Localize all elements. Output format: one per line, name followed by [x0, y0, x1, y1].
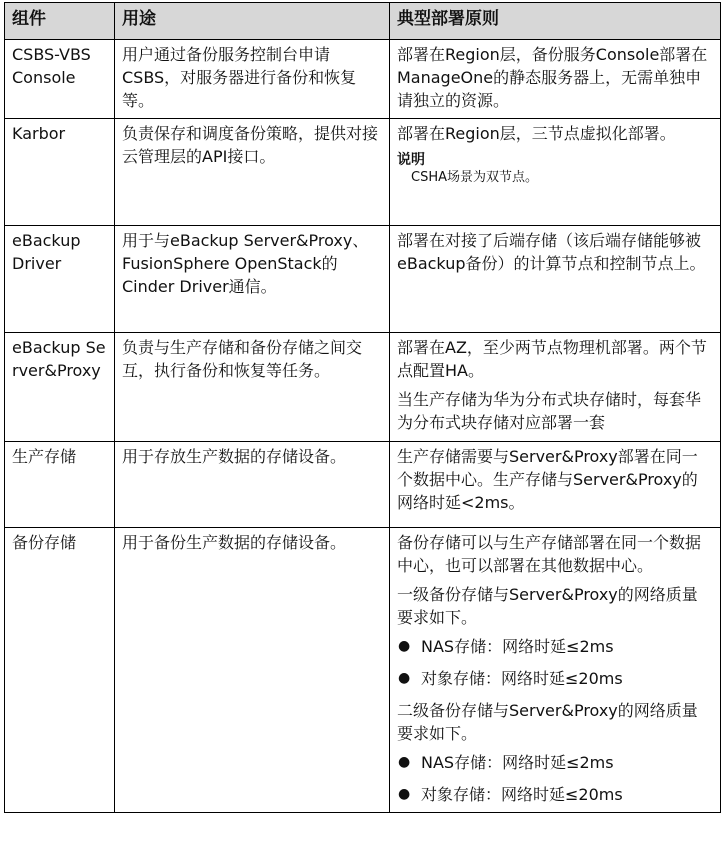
principle-text: 部署在Region层，备份服务Console部署在ManageOne的静态服务器上，无需单独申请独立的资源。 — [397, 45, 708, 110]
header-principles: 典型部署原则 — [390, 3, 721, 40]
cell-principles — [390, 119, 721, 226]
level2-list — [397, 751, 713, 806]
level2-intro: 二级备份存储与Server&Proxy的网络质量要求如下。 — [397, 701, 698, 743]
cell-component: eBackup Driver — [5, 226, 115, 333]
cell-principles — [390, 40, 721, 119]
list-item — [397, 635, 713, 658]
bullet-icon: ● — [398, 638, 411, 654]
level1-intro: 一级备份存储与Server&Proxy的网络质量要求如下。 — [397, 585, 698, 627]
cell-principles — [390, 226, 721, 333]
note-text: CSHA场景为双节点。 — [411, 170, 538, 185]
cell-usage: 用于存放生产数据的存储设备。 — [115, 442, 390, 528]
list-item-text: 对象存储：网络时延≤20ms — [421, 785, 623, 804]
list-item — [397, 783, 713, 806]
cell-component: 生产存储 — [5, 442, 115, 528]
cell-principles — [390, 442, 721, 528]
cell-component: CSBS-VBS Console — [5, 40, 115, 119]
table-row — [5, 442, 721, 528]
list-item-text: NAS存储：网络时延≤2ms — [421, 637, 614, 656]
bullet-icon: ● — [398, 670, 411, 686]
principle-text: 部署在Region层，三节点虚拟化部署。 — [397, 124, 676, 143]
table-header-row — [5, 3, 721, 40]
cell-usage: 用于与eBackup Server&Proxy、FusionSphere OpenStack的Cinder Driver通信。 — [115, 226, 390, 333]
principle-text: 部署在AZ，至少两节点物理机部署。两个节点配置HA。 — [397, 338, 707, 380]
cell-principles — [390, 333, 721, 442]
list-item-text: NAS存储：网络时延≤2ms — [421, 753, 614, 772]
cell-component: eBackup Server&Proxy — [5, 333, 115, 442]
cell-usage: 负责与生产存储和备份存储之间交互，执行备份和恢复等任务。 — [115, 333, 390, 442]
cell-usage: 负责保存和调度备份策略，提供对接云管理层的API接口。 — [115, 119, 390, 226]
table-row — [5, 528, 721, 813]
cell-usage: 用于备份生产数据的存储设备。 — [115, 528, 390, 813]
list-item — [397, 751, 713, 774]
table-row — [5, 119, 721, 226]
cell-usage: 用户通过备份服务控制台申请CSBS，对服务器进行备份和恢复等。 — [115, 40, 390, 119]
list-item — [397, 667, 713, 690]
principle-text: 生产存储需要与Server&Proxy部署在同一个数据中心。生产存储与Server&Proxy的网络时延<2ms。 — [397, 447, 698, 512]
principle-text: 部署在对接了后端存储（该后端存储能够被eBackup备份）的计算节点和控制节点上。 — [397, 231, 706, 273]
cell-component: Karbor — [5, 119, 115, 226]
cell-component: 备份存储 — [5, 528, 115, 813]
principle-text: 备份存储可以与生产存储部署在同一个数据中心，也可以部署在其他数据中心。 — [397, 533, 702, 575]
cell-principles — [390, 528, 721, 813]
table-row — [5, 226, 721, 333]
component-table — [4, 2, 721, 813]
list-item-text: 对象存储：网络时延≤20ms — [421, 669, 623, 688]
level1-list — [397, 635, 713, 690]
table-row — [5, 333, 721, 442]
bullet-icon: ● — [398, 754, 411, 770]
bullet-icon: ● — [398, 786, 411, 802]
table-row — [5, 40, 721, 119]
principle-text: 当生产存储为华为分布式块存储时，每套华为分布式块存储对应部署一套 — [397, 390, 702, 432]
header-component: 组件 — [5, 3, 115, 40]
note-title: 说明 — [397, 152, 425, 168]
header-usage: 用途 — [115, 3, 390, 40]
